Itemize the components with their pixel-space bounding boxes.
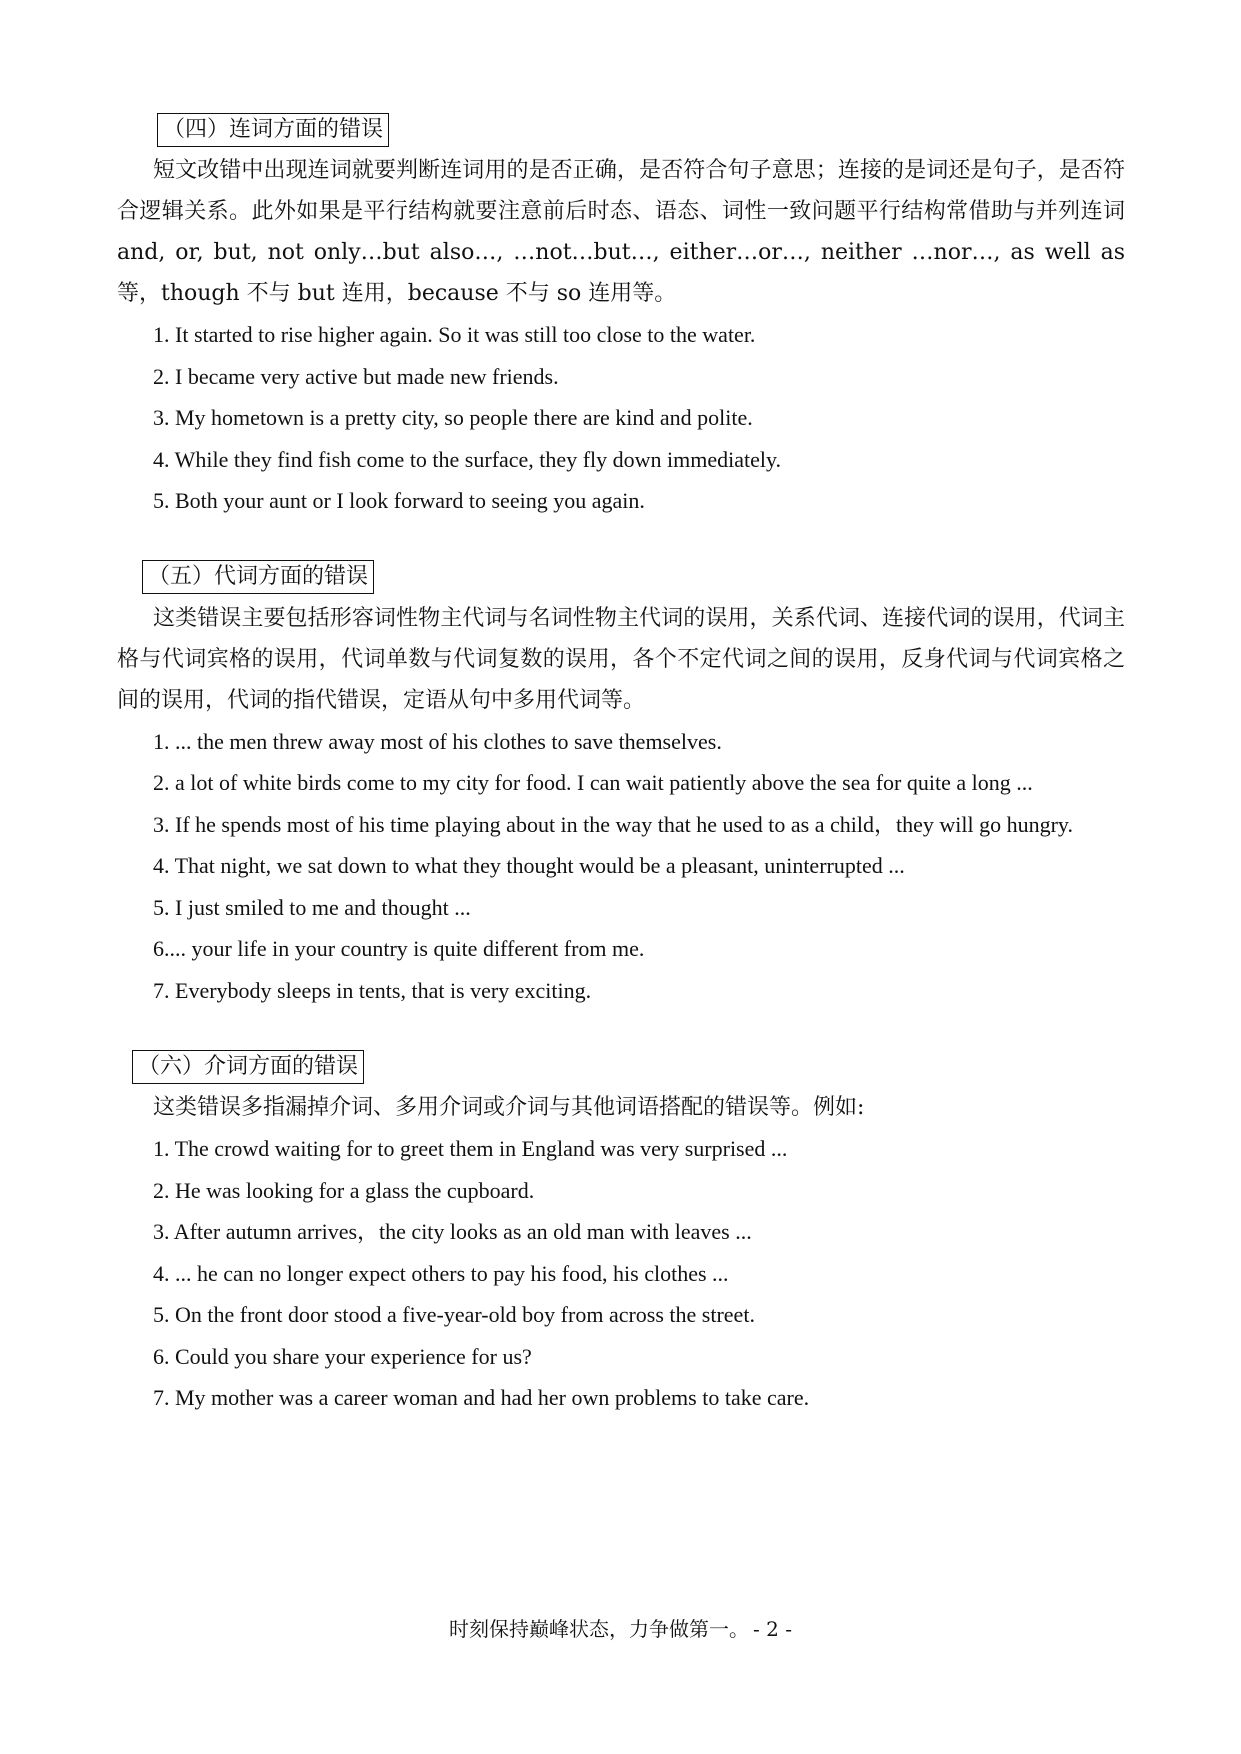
example-sentence: 3. After autumn arrives，the city looks as an old man with leaves ...: [153, 1219, 752, 1244]
section-heading: （五）代词方面的错误: [142, 560, 374, 594]
section-conjunctions: [117, 108, 1125, 522]
page-content: [117, 108, 1125, 1419]
section-prepositions: [117, 1045, 1125, 1419]
example-sentence: 4. While they find fish come to the surface, they fly down immediately.: [153, 446, 782, 472]
example-sentence: 4. That night, we sat down to what they thought would be a pleasant, uninterrupted ...: [153, 853, 905, 878]
example-sentence: 1. The crowd waiting for to greet them in England was very surprised ...: [153, 1136, 788, 1161]
example-sentence: 7. Everybody sleeps in tents, that is very exciting.: [153, 977, 592, 1003]
example-sentence: 1. It started to rise higher again. So it was still too close to the water.: [153, 322, 756, 347]
example-sentence: 2. a lot of white birds come to my city for food. I can wait patiently above the sea for quite a long ...: [153, 770, 1033, 795]
example-sentence: 5. Both your aunt or I look forward to seeing you again.: [153, 488, 645, 513]
example-sentence: 4. ... he can no longer expect others to pay his food, his clothes ...: [153, 1260, 729, 1286]
example-sentence: 3. If he spends most of his time playing about in the way that he used to as a child，they will go hungry.: [153, 811, 1073, 837]
example-sentence: 2. He was looking for a glass the cupboard.: [153, 1177, 535, 1203]
example-sentence: 2. I became very active but made new friends.: [153, 363, 559, 389]
page-number: - 2 -: [753, 1617, 792, 1641]
page-footer: [0, 1614, 1241, 1644]
section-pronouns: [117, 556, 1125, 1012]
section-intro: 这类错误主要包括形容词性物主代词与名词性物主代词的误用，关系代词、连接代词的误用，代词主格与代词宾格的误用，代词单数与代词复数的误用，各个不定代词之间的误用，反身代词与代词宾格之间的误用，代词的指代错误，定语从句中多用代词等。: [117, 605, 1125, 713]
footer-motto: 时刻保持巅峰状态，力争做第一。: [449, 1617, 750, 1641]
example-sentence: 7. My mother was a career woman and had her own problems to take care.: [153, 1385, 810, 1410]
example-sentence: 1. ... the men threw away most of his clothes to save themselves.: [153, 728, 722, 754]
example-sentence: 3. My hometown is a pretty city, so people there are kind and polite.: [153, 405, 753, 430]
section-heading: （六）介词方面的错误: [132, 1050, 364, 1084]
example-sentence: 6.... your life in your country is quite different from me.: [153, 936, 645, 961]
section-heading: （四）连词方面的错误: [157, 113, 389, 147]
section-intro: 短文改错中出现连词就要判断连词用的是否正确，是否符合句子意思；连接的是词还是句子，是否符合逻辑关系。此外如果是平行结构就要注意前后时态、语态、词性一致问题平行结构常借助与并列连词 and, or, but, not only…but also…, …not…but…, either…or…, neither …nor…, as well as 等，though 不与 but 连用，because 不与 so 连用等。: [117, 158, 1125, 306]
example-sentence: 5. On the front door stood a five-year-old boy from across the street.: [153, 1302, 755, 1327]
example-sentence: 6. Could you share your experience for us?: [153, 1343, 532, 1369]
example-sentence: 5. I just smiled to me and thought ...: [153, 894, 471, 920]
section-intro: 这类错误多指漏掉介词、多用介词或介词与其他词语搭配的错误等。例如:: [153, 1095, 865, 1120]
